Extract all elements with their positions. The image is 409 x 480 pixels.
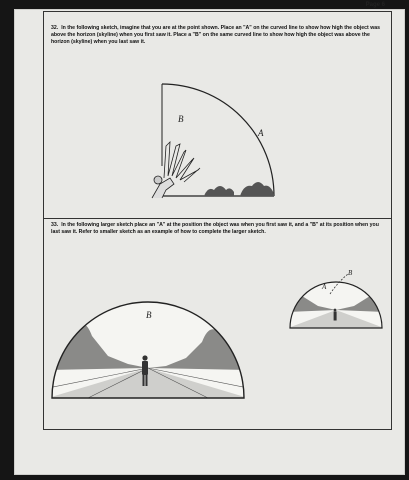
figure-32-quarter-circle [140,80,300,200]
question-divider [43,218,391,219]
large-dome-label-b: B [146,310,152,320]
question-33 [51,222,383,236]
figure-33-large-dome [48,260,248,410]
sky-arc-line[interactable] [162,84,274,196]
page-number: Page 6 [365,2,385,8]
question-33-text: In the following larger sketch place an "A" at the position the object was when you first saw it, and a "B" at its position when you last saw it. Refer to smaller sketch as an example of how to complete the larger sketch. [51,222,379,235]
question-32-text: In the following sketch, imagine that you are at the point shown. Place an "A" on the curved line to show how high the object was above the horizon (skyline) when you first saw it. Place a "B" on the same curved line to show how high the object was above the horizon (skyline) when you last saw it. [51,25,381,45]
observer-figure [152,142,200,198]
example-person [334,309,337,321]
label-b: B [178,114,184,124]
question-32 [51,25,383,46]
example-label-a: A [322,283,327,291]
question-32-number: 32. [51,25,59,31]
question-33-number: 33. [51,222,59,228]
example-label-b: B [348,269,353,277]
tree-silhouette [204,182,274,196]
figure-33-example-dome [288,264,384,334]
label-a: A [258,128,264,138]
